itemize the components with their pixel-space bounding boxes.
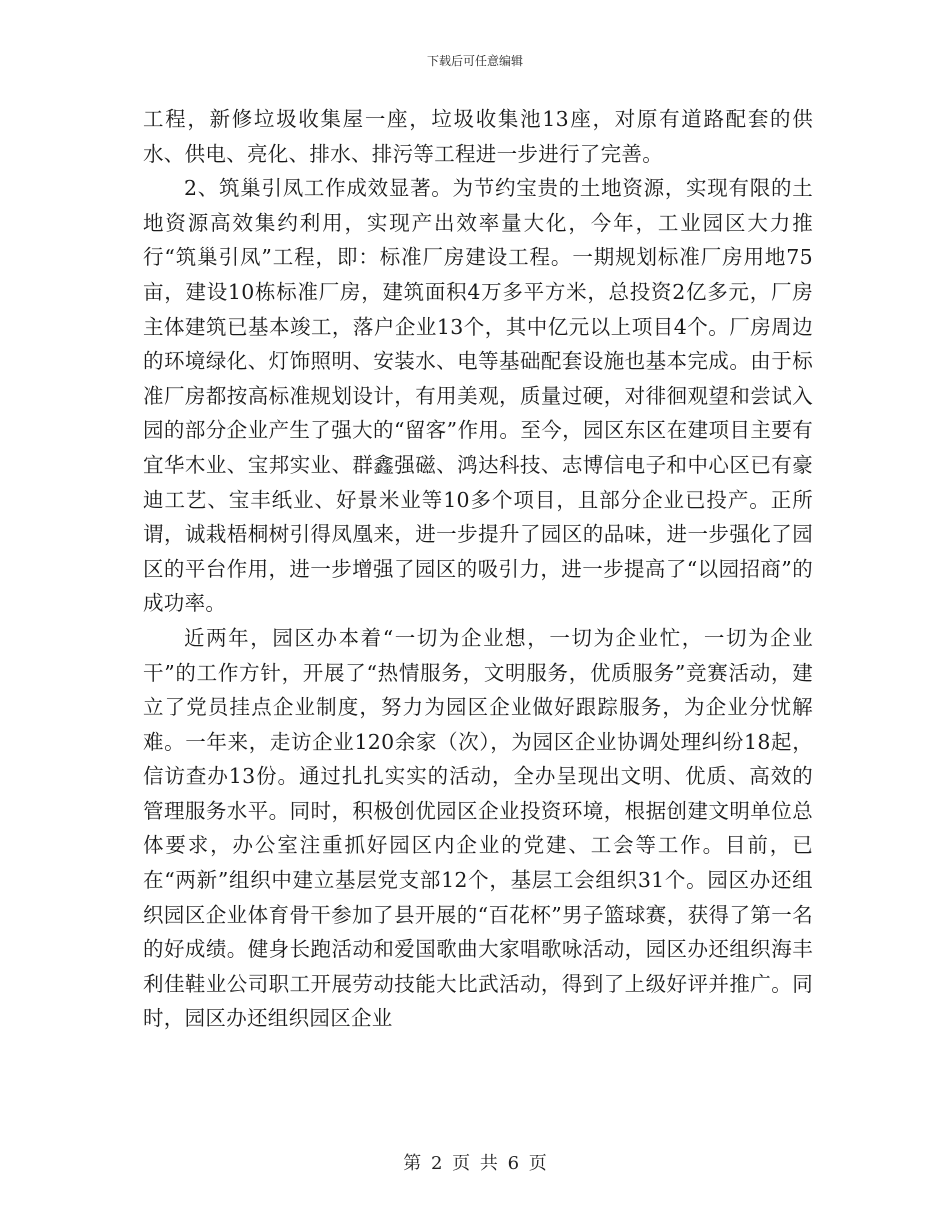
paragraph-continuation: 工程，新修垃圾收集屋一座，垃圾收集池13座，对原有道路配套的供水、供电、亮化、排水、排污等工程进一步进行了完善。 <box>143 107 813 166</box>
page-header: 下载后可任意编辑 <box>426 54 523 68</box>
paragraph-nest-building: 2、筑巢引凤工作成效显著。为节约宝贵的土地资源，实现有限的土地资源高效集约利用，实现产出效率量大化，今年，工业园区大力推行“筑巢引凤”工程，即：标准厂房建设工程。一期规划标准厂房用地75亩，建设10栋标准厂房，建筑面积4万多平方米，总投资2亿多元，厂房主体建筑已基本竣工，落户企业13个，其中亿元以上项目4个。厂房周边的环境绿化、灯饰照明、安装水、电等基础配套设施也基本完成。由于标准厂房都按高标准规划设计，有用美观，质量过硬，对徘徊观望和尝试入园的部分企业产生了强大的“留客”作用。至今，园区东区在建项目主要有宜华木业、宝邦实业、群鑫强磁、鸿达科技、志博信电子和中心区已有豪迪工艺、宝丰纸业、好景米业等10多个项目，且部分企业已投产。正所谓，诚栽梧桐树引得凤凰来，进一步提升了园区的品味，进一步强化了园区的平台作用，进一步增强了园区的吸引力，进一步提高了“以园招商”的成功率。 <box>143 176 813 616</box>
document-body <box>143 102 813 1036</box>
page-number: 第 2 页 共 6 页 <box>403 1153 547 1174</box>
paragraph-service-work: 近两年，园区办本着“一切为企业想，一切为企业忙，一切为企业干”的工作方针，开展了“热情服务，文明服务，优质服务”竞赛活动，建立了党员挂点企业制度，努力为园区企业做好跟踪服务，为企业分忧解难。一年来，走访企业120余家（次），为园区企业协调处理纠纷18起，信访查办13份。通过扎扎实实的活动，全办呈现出文明、优质、高效的管理服务水平。同时，积极创优园区企业投资环境，根据创建文明单位总体要求，办公室注重抓好园区内企业的党建、工会等工作。目前，已在“两新”组织中建立基层党支部12个，基层工会组织31个。园区办还组织园区企业体育骨干参加了县开展的“百花杯”男子篮球赛，获得了第一名的好成绩。健身长跑活动和爱国歌曲大家唱歌咏活动，园区办还组织海丰利佳鞋业公司职工开展劳动技能大比武活动，得到了上级好评并推广。同时，园区办还组织园区企业 <box>143 625 813 1031</box>
